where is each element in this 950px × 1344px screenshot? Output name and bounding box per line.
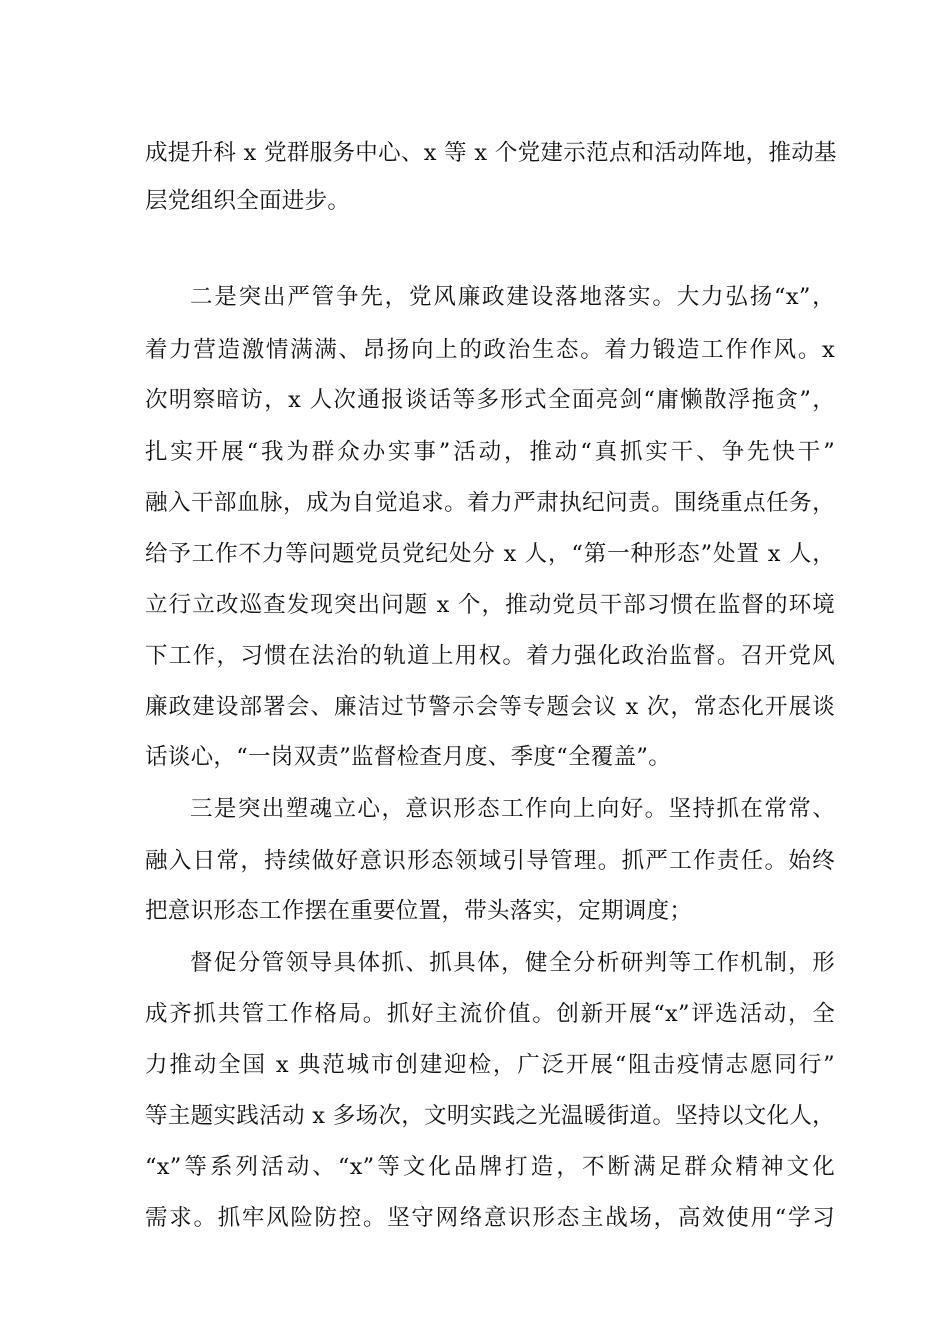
text-line: 把意识形态工作摆在重要位置，带头落实，定期调度； — [145, 898, 693, 924]
text-line: 二是突出严管争先，党风廉政建设落地落实。大力弘扬“x”， — [190, 284, 835, 310]
text-line: 次明察暗访，x 人次通报谈话等多形式全面亮剑“庸懒散浮拖贪”， — [145, 387, 835, 413]
text-line: 成齐抓共管工作格局。抓好主流价值。创新开展“x”评选活动，全 — [145, 1001, 835, 1027]
text-line: 着力营造激情满满、昂扬向上的政治生态。着力锻造工作作风。x — [145, 337, 835, 363]
text-line: 下工作，习惯在法治的轨道上用权。着力强化政治监督。召开党风 — [145, 643, 835, 669]
text-line: 层党组织全面进步。 — [145, 188, 351, 214]
text-line: 廉政建设部署会、廉洁过节警示会等专题会议 x 次，常态化开展谈 — [145, 694, 835, 720]
text-line: 督促分管领导具体抓、抓具体，健全分析研判等工作机制，形 — [190, 950, 835, 976]
text-line: 话谈心，“一岗双责”监督检查月度、季度“全覆盖”。 — [145, 744, 672, 770]
text-line: 融入干部血脉，成为自觉追求。着力严肃执纪问责。围绕重点任务， — [145, 490, 835, 516]
text-line: 三是突出塑魂立心，意识形态工作向上向好。坚持抓在常常、 — [190, 796, 835, 822]
text-line: 给予工作不力等问题党员党纪处分 x 人，“第一种形态”处置 x 人， — [145, 541, 835, 567]
text-line: “x”等系列活动、“x”等文化品牌打造，不断满足群众精神文化 — [145, 1154, 835, 1180]
text-line: 需求。抓牢风险防控。坚守网络意识形态主战场，高效使用“学习 — [145, 1205, 835, 1231]
text-line: 立行立改巡查发现突出问题 x 个，推动党员干部习惯在监督的环境 — [145, 592, 835, 618]
text-line: 融入日常，持续做好意识形态领域引导管理。抓严工作责任。始终 — [145, 848, 835, 874]
text-line: 成提升科 x 党群服务中心、x 等 x 个党建示范点和活动阵地，推动基 — [145, 140, 837, 166]
text-line: 等主题实践活动 x 多场次，文明实践之光温暖街道。坚持以文化人， — [145, 1103, 835, 1129]
text-line: 力推动全国 x 典范城市创建迎检，广泛开展“阻击疫情志愿同行” — [145, 1052, 835, 1078]
text-line: 扎实开展“我为群众办实事”活动，推动“真抓实干、争先快干” — [145, 439, 835, 465]
